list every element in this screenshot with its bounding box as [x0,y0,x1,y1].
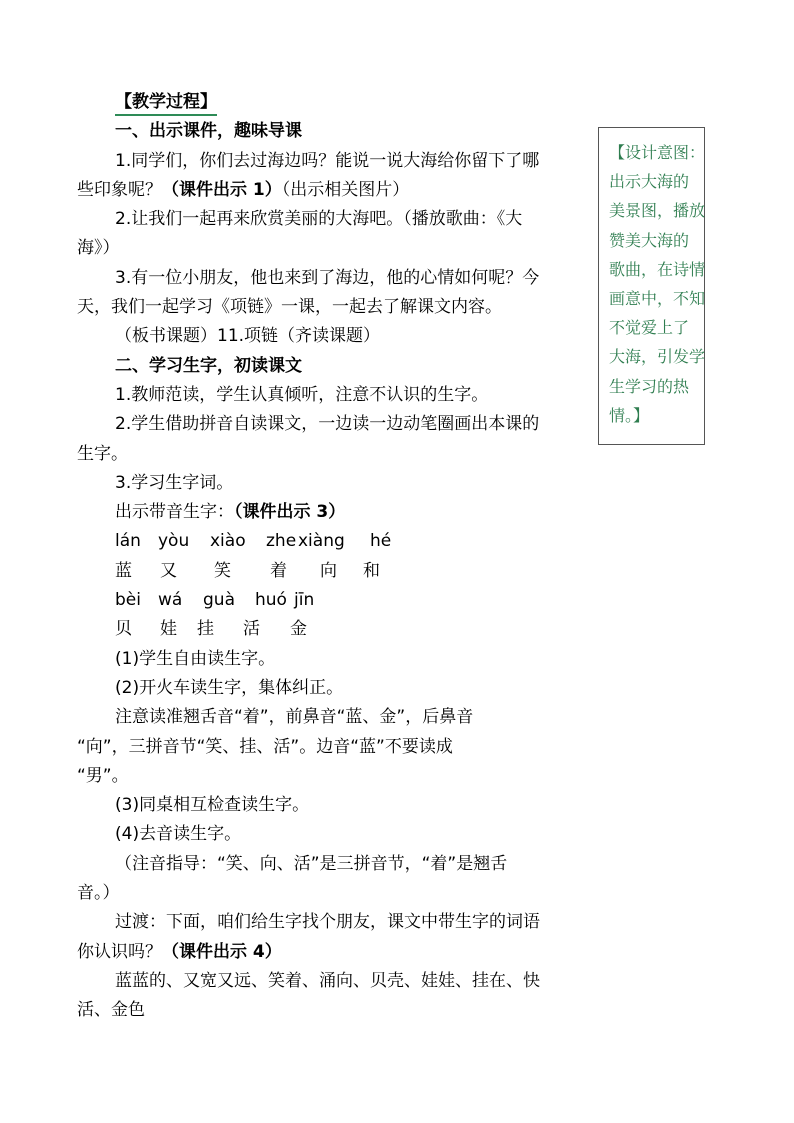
pinyin: xiào [210,531,246,552]
part1-p1a: 1.同学们，你们去过海边吗？能说一说大海给你留下了哪 [115,150,540,171]
hanzi: 向 [320,560,337,581]
pinyin: huó [255,590,287,611]
part2-a1: (1)学生自由读生字。 [115,648,276,669]
part2-words-a: 蓝蓝的、又宽又远、笑着、涌向、贝壳、娃娃、挂在、快 [115,970,540,991]
pinyin-row-1 [77,527,582,556]
part1-p2a: 2.让我们一起再来欣赏美丽的大海吧。（播放歌曲：《大 [115,209,523,230]
side-note-line: 生学习的热 [609,376,690,396]
hanzi: 又 [160,560,177,581]
part2-hint-b: 音。） [77,883,120,904]
pinyin: xiàng [298,531,345,552]
part2-note-a: 注意读准翘舌音“着”，前鼻音“蓝、金”，后鼻音 [115,707,474,728]
pinyin: hé [370,531,392,552]
char-row-1 [77,557,582,586]
pinyin: yòu [158,531,190,552]
lesson-body [77,88,582,1026]
part2-s4 [77,498,582,527]
part2-s4-text: 出示带音生字： [115,502,234,523]
part2-words-b: 活、金色 [77,1000,145,1021]
courseware-4-label: （课件出示 4） [162,941,282,962]
pinyin: guà [203,590,235,611]
part2-trans-a: 过渡：下面，咱们给生字找个朋友，课文中带生字的词语 [115,912,540,933]
pinyin: zhe [266,531,297,552]
part2-s2b: 生字。 [77,443,128,464]
part1-p1b-tail: （出示相关图片） [281,179,410,200]
side-note-line: 赞美大海的 [609,230,690,250]
courseware-1-label: （课件出示 1） [162,179,282,200]
part1-p3a: 3.有一位小朋友，他也来到了海边，他的心情如何呢？今 [115,267,540,288]
hanzi: 着 [270,560,287,581]
side-note-line: 不觉爱上了 [609,318,690,338]
side-note-line: 【设计意图： [609,143,706,162]
hanzi: 蓝 [115,560,132,581]
part2-trans-b-text: 你认识吗？ [77,941,162,962]
section-header: 【教学过程】 [115,90,217,116]
hanzi: 金 [290,619,307,640]
part2-s1: 1.教师范读，学生认真倾听，注意不认识的生字。 [115,384,489,405]
part2-hint-a: （注音指导：“笑、向、活”是三拼音节，“着”是翘舌 [115,853,508,874]
part1-p3b: 天，我们一起学习《项链》一课，一起去了解课文内容。 [77,297,502,318]
side-note-line: 情。】 [609,405,650,425]
part2-a3: (3)同桌相互检查读生字。 [115,795,310,816]
section-header-line [77,88,582,117]
part1-title: 一、出示课件，趣味导课 [115,121,302,142]
part1-p4: （板书课题）11.项链（齐读课题） [115,326,381,347]
courseware-3-label: （课件出示 3） [234,502,346,523]
part2-trans-b [77,938,582,967]
pinyin: jīn [294,590,315,611]
side-note-line: 画意中，不知 [609,289,706,309]
pinyin: wá [158,590,183,611]
pinyin: lán [115,531,141,552]
hanzi: 挂 [197,619,214,640]
hanzi: 贝 [115,619,132,640]
pinyin: bèi [115,590,141,611]
hanzi: 笑 [214,560,231,581]
part2-note-b: “向”，三拼音节“笑、挂、活”。边音“蓝”不要读成 [77,736,453,757]
hanzi: 和 [363,560,380,581]
hanzi: 娃 [160,619,177,640]
design-intent-box [598,127,705,445]
side-note-line: 出示大海的 [609,172,690,192]
part2-a4: (4)去音读生字。 [115,824,242,845]
part2-note-c: “男”。 [77,765,129,786]
part2-title: 二、学习生字，初读课文 [115,355,302,376]
char-row-2 [77,615,582,644]
side-note-line: 大海，引发学 [609,347,706,367]
side-note-line: 歌曲，在诗情 [609,259,706,279]
part2-a2: (2)开火车读生字，集体纠正。 [115,677,344,698]
side-note-line: 美景图，播放 [609,201,706,221]
part2-s2a: 2.学生借助拼音自读课文，一边读一边动笔圈画出本课的 [115,414,540,435]
part1-p2b: 海》） [77,238,120,259]
part2-s3: 3.学习生字词。 [115,472,234,493]
hanzi: 活 [243,619,260,640]
part1-p1b [77,176,582,205]
pinyin-row-2 [77,586,582,615]
part1-p1b-text: 些印象呢？ [77,179,162,200]
